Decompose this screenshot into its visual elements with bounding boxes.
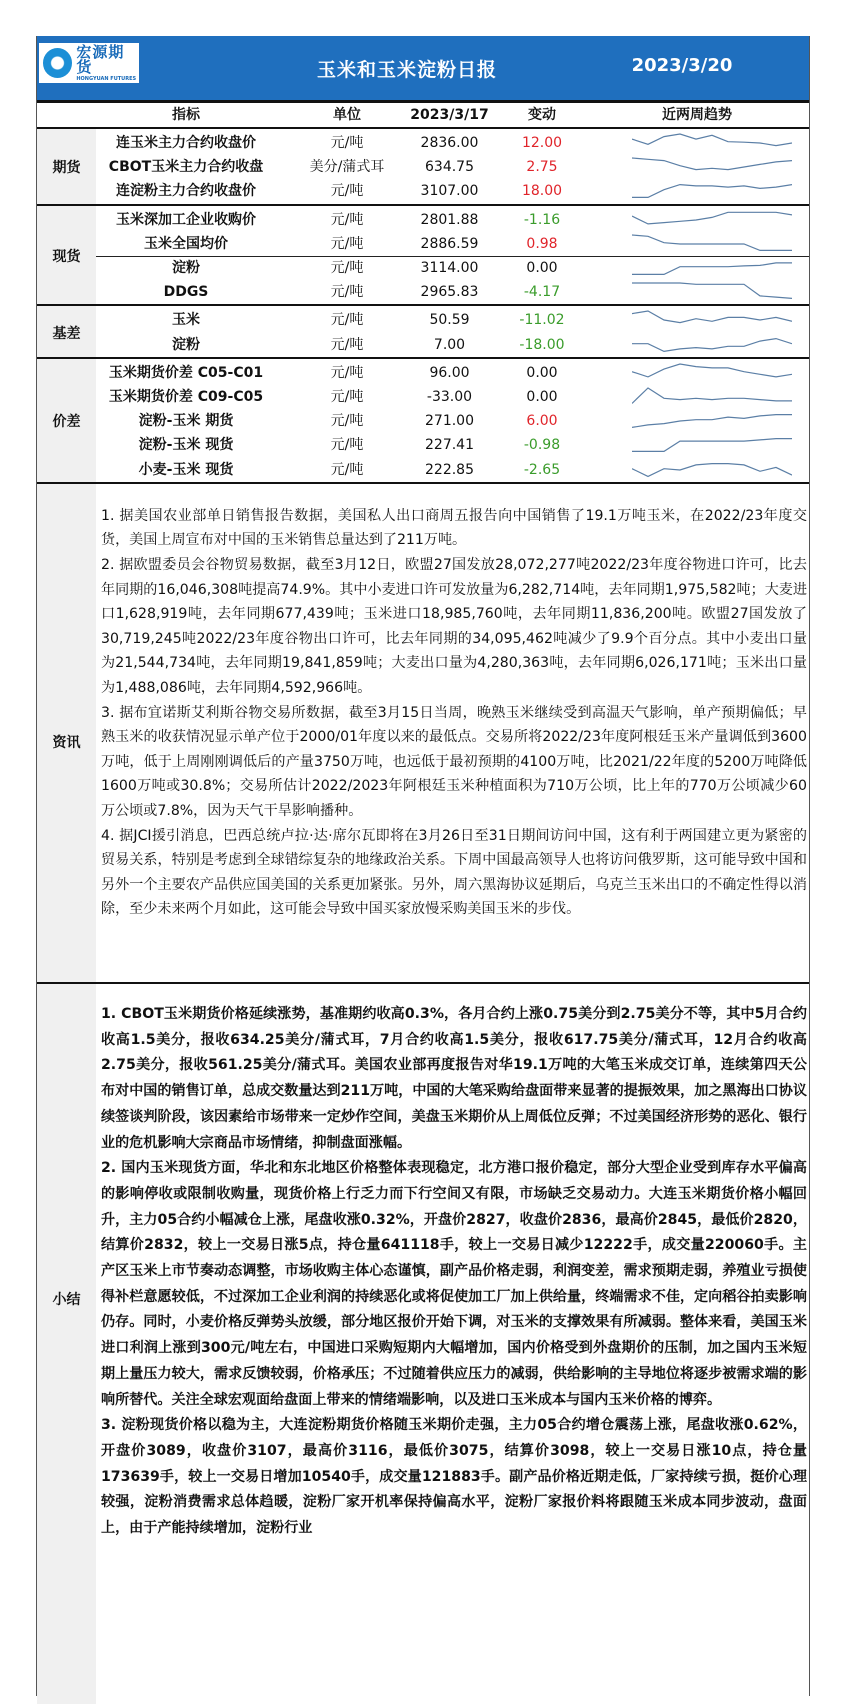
value: 3107.00 (420, 183, 479, 200)
table-row (37, 280, 809, 304)
category-label: 价差 (37, 359, 96, 484)
unit: 元/吨 (330, 235, 364, 252)
trend-sparkline (632, 335, 792, 355)
value: 271.00 (425, 413, 474, 430)
value: 2836.00 (420, 135, 479, 151)
value: 2886.59 (420, 235, 479, 252)
summary-section (37, 982, 809, 1704)
subsection-divider (96, 256, 809, 257)
trend-sparkline (632, 387, 792, 407)
table-row (37, 131, 809, 155)
trend-sparkline (632, 210, 792, 230)
report-header (37, 36, 809, 103)
indicator-name: DDGS (163, 284, 209, 301)
trend-line (632, 134, 792, 146)
value: 227.41 (425, 437, 474, 454)
trend-line (632, 364, 792, 377)
trend-sparkline (632, 282, 792, 302)
indicator-name: 小麦-玉米 现货 (138, 461, 234, 478)
table-row (37, 458, 809, 482)
company-logo (39, 43, 139, 83)
trend-sparkline (632, 411, 792, 431)
indicator-name: 玉米期货价差 C05-C01 (108, 364, 264, 381)
trend-sparkline (632, 181, 792, 201)
indicator-name: 玉米全国均价 (144, 235, 228, 252)
col-change: 变动 (528, 107, 556, 123)
news-body (101, 504, 807, 922)
unit: 元/吨 (330, 413, 364, 430)
logo-icon (43, 48, 72, 78)
indicator-name: 连淀粉主力合约收盘价 (116, 183, 256, 200)
table-section (37, 204, 809, 307)
change: -11.02 (519, 312, 565, 329)
value: -33.00 (426, 388, 473, 405)
change: 0.00 (526, 364, 558, 381)
value: 50.59 (429, 312, 470, 329)
indicator-name: 淀粉-玉米 现货 (138, 437, 234, 454)
trend-line (632, 158, 792, 170)
col-unit: 单位 (333, 107, 361, 123)
indicator-name: 玉米 (172, 312, 200, 329)
news-item: 2. 据欧盟委员会谷物贸易数据，截至3月12日，欧盟27国发放28,072,277吨2022/23年度谷物进口许可，比去年同期的16,046,308吨提高74.9%。其中小麦进口许可发放量为6,282,714吨，去年同期1,975,582吨；大麦进口1,628,919吨，去年同期677,439吨；玉米进口18,985,760吨，去年同期11,836,200吨。欧盟27国发放了30,719,245吨2022/23年度谷物出口许可，比去年同期的34,095,462吨减少了9.9个百分点。其中小麦出口量为21,544,734吨，去年同期19,841,859吨；大麦出口量为4,280,363吨，去年同期6,026,171吨；玉米出口量为1,488,086吨，去年同期4,592,966吨。 (101, 556, 807, 696)
change: 0.98 (526, 235, 558, 252)
report-frame (36, 36, 810, 1696)
summary-label: 小结 (37, 984, 96, 1704)
indicator-name: 玉米期货价差 C09-C05 (108, 388, 264, 405)
indicator-name: CBOT玉米主力合约收盘 (108, 159, 264, 176)
table-row (37, 208, 809, 232)
trend-sparkline (632, 234, 792, 254)
summary-body (101, 1002, 807, 1542)
change: 0.00 (526, 388, 558, 405)
news-item: 1. 据美国农业部单日销售报告数据，美国私人出口商周五报告向中国销售了19.1万吨玉米，在2022/23年度交货，美国上周宣布对中国的玉米销售总量达到了211万吨。 (101, 507, 807, 549)
table-row (37, 433, 809, 457)
trend-sparkline (632, 157, 792, 177)
change: -2.65 (523, 461, 561, 478)
unit: 元/吨 (330, 312, 364, 329)
change: -0.98 (523, 437, 561, 454)
table-section (37, 304, 809, 358)
change: -1.16 (523, 211, 561, 228)
change: 0.00 (526, 259, 558, 276)
unit: 元/吨 (330, 211, 364, 228)
unit: 元/吨 (330, 336, 364, 353)
trend-line (632, 439, 792, 452)
table-row (37, 308, 809, 332)
unit: 元/吨 (330, 437, 364, 454)
trend-line (632, 415, 792, 428)
trend-line (632, 263, 792, 275)
logo-english: HONGYUAN FUTURES (76, 75, 137, 82)
trend-sparkline (632, 310, 792, 330)
value: 3114.00 (420, 259, 479, 276)
category-label: 基差 (37, 306, 96, 358)
trend-sparkline (632, 258, 792, 278)
trend-sparkline (632, 435, 792, 455)
summary-item: 3. 淀粉现货价格以稳为主，大连淀粉期货价格随玉米期价走强，主力05合约增仓震荡上涨，尾盘收涨0.62%，开盘价3089，收盘价3107，最高价3116，最低价3075，结算价3098，较上一交易日涨10点，持仓量173639手，较上一交易日增加10540手，成交量121883手。副产品价格近期走低，厂家持续亏损，挺价心理较强，淀粉消费需求总体趋暖，淀粉厂家开机率保持偏高水平，淀粉厂家报价料将跟随玉米成本同步波动，盘面上，由于产能持续增加，淀粉行业 (101, 1417, 807, 1537)
value: 2965.83 (420, 284, 479, 301)
trend-line (632, 338, 792, 351)
table-row (37, 232, 809, 256)
table-row (37, 256, 809, 280)
table-section (37, 127, 809, 206)
unit: 元/吨 (330, 183, 364, 200)
news-section (37, 482, 809, 1000)
trend-line (632, 311, 792, 323)
indicator-name: 淀粉 (172, 336, 200, 353)
category-label: 期货 (37, 129, 96, 206)
logo-name: 宏源期货 (76, 42, 125, 76)
change: 12.00 (521, 135, 563, 151)
table-row (37, 361, 809, 385)
trend-line (632, 463, 792, 476)
trend-line (632, 235, 792, 250)
trend-sparkline (632, 133, 792, 153)
unit: 元/吨 (330, 259, 364, 276)
unit: 元/吨 (330, 284, 364, 301)
news-item: 4. 据JCI援引消息，巴西总统卢拉·达·席尔瓦即将在3月26日至31日期间访问中国，这有利于两国建立更为紧密的贸易关系，特别是考虑到全球错综复杂的地缘政治关系。下周中国最高领导人也将访问俄罗斯，这可能导致中国和另外一个主要农产品供应国美国的关系更加紧张。另外，周六黑海协议延期后，乌克兰玉米出口的不确定性得以消除，至少未来两个月如此，这可能会导致中国买家放慢采购美国玉米的步伐。 (101, 827, 807, 918)
unit: 元/吨 (330, 461, 364, 478)
value: 222.85 (425, 461, 474, 478)
value: 96.00 (429, 364, 470, 381)
trend-line (632, 185, 792, 198)
trend-sparkline (632, 363, 792, 383)
news-item: 3. 据布宜诺斯艾利斯谷物交易所数据，截至3月15日当周，晚熟玉米继续受到高温天气影响，单产预期偏低；早熟玉米的收获情况显示单产位于2000/01年度以来的最低点。交易所将2022/23年度阿根廷玉米产量调低到3600万吨，低于上周刚刚调低后的产量3750万吨，也远低于最初预期的4100万吨，比2021/22年度的5200万吨降低1600万吨或30.8%；交易所估计2022/2023年阿根廷玉米种植面积为710万公顷，比上年的770万公顷减少60万公顷或7.8%，因为天气干旱影响播种。 (101, 704, 807, 819)
table-row (37, 333, 809, 357)
indicator-name: 淀粉 (172, 259, 200, 276)
indicator-name: 玉米深加工企业收购价 (116, 211, 256, 228)
table-row (37, 385, 809, 409)
indicator-name: 连玉米主力合约收盘价 (116, 135, 256, 151)
unit: 元/吨 (330, 364, 364, 381)
table-section (37, 357, 809, 484)
summary-item: 1. CBOT玉米期货价格延续涨势，基准期约收高0.3%，各月合约上涨0.75美分到2.75美分不等，其中5月合约收高1.5美分，报收634.25美分/蒲式耳，7月合约收高1.5美分，报收617.75美分/蒲式耳，12月合约收高2.75美分，报收561.25美分/蒲式耳。美国农业部再度报告对华19.1万吨的大笔玉米成交订单，连续第四天公布对中国的销售订单，总成交数量达到211万吨，中国的大笔采购给盘面带来显著的提振效果，加之黑海出口协议续签谈判阶段，该因素给市场带来一定炒作空间，美盘玉米期价从上周低位反弹；不过美国经济形势的恶化、银行业的危机影响大宗商品市场情绪，抑制盘面涨幅。 (101, 1006, 807, 1151)
trend-line (632, 388, 792, 403)
col-indicator: 指标 (172, 107, 200, 123)
news-label: 资讯 (37, 484, 96, 1000)
change: -4.17 (523, 284, 561, 301)
report-date: 2023/3/20 (631, 55, 733, 76)
value: 634.75 (425, 159, 474, 176)
col-trend: 近两周趋势 (662, 107, 732, 123)
col-value: 2023/3/17 (410, 107, 489, 123)
trend-sparkline (632, 460, 792, 480)
unit: 元/吨 (330, 135, 364, 151)
category-label: 现货 (37, 206, 96, 307)
change: -18.00 (519, 336, 565, 353)
table-row (37, 179, 809, 203)
unit: 元/吨 (330, 388, 364, 405)
unit: 美分/蒲式耳 (309, 159, 385, 176)
indicator-name: 淀粉-玉米 期货 (138, 413, 234, 430)
summary-item: 2. 国内玉米现货方面，华北和东北地区价格整体表现稳定，北方港口报价稳定，部分大型企业受到库存水平偏高的影响停收或限制收购量，现货价格上行乏力而下行空间又有限，市场缺乏交易动力。大连玉米期货价格小幅回升，主力05合约小幅减仓上涨，尾盘收涨0.32%，开盘价2827，收盘价2836，最高价2845，最低价2820，结算价2832，较上一交易日涨5点，持仓量641118手，较上一交易日减少12222手，成交量220060手。主产区玉米上市节奏动态调整，市场收购主体心态谨慎，副产品价格走弱，利润变差，需求预期走弱，养殖业亏损使得补栏意愿较低，不过深加工企业利润的持续恶化或将促使加工厂加上供给量，终端需求不佳，定向稻谷拍卖影响仍存。同时，小麦价格反弹势头放缓，部分地区报价开始下调，对玉米的支撑效果有所减弱。整体来看，美国玉米进口利润上涨到300元/吨左右，中国进口采购短期内大幅增加，国内价格受到外盘期价的压制，加之国内玉米短期上量压力较大，需求反馈较弱，价格承压；不过随着供应压力的减弱，供给影响的主导地位将逐步被需求端的影响所替代。关注全球宏观面给盘面上带来的情绪端影响，以及进口玉米成本与国内玉米价格的博弈。 (101, 1160, 807, 1408)
table-row (37, 409, 809, 433)
trend-line (632, 212, 792, 224)
value: 2801.88 (420, 211, 479, 228)
change: 2.75 (526, 159, 558, 176)
change: 18.00 (521, 183, 563, 200)
table-row (37, 155, 809, 179)
value: 7.00 (433, 336, 466, 353)
trend-line (632, 283, 792, 298)
table-header (37, 103, 809, 127)
change: 6.00 (526, 413, 558, 430)
report-title: 玉米和玉米淀粉日报 (316, 59, 497, 81)
